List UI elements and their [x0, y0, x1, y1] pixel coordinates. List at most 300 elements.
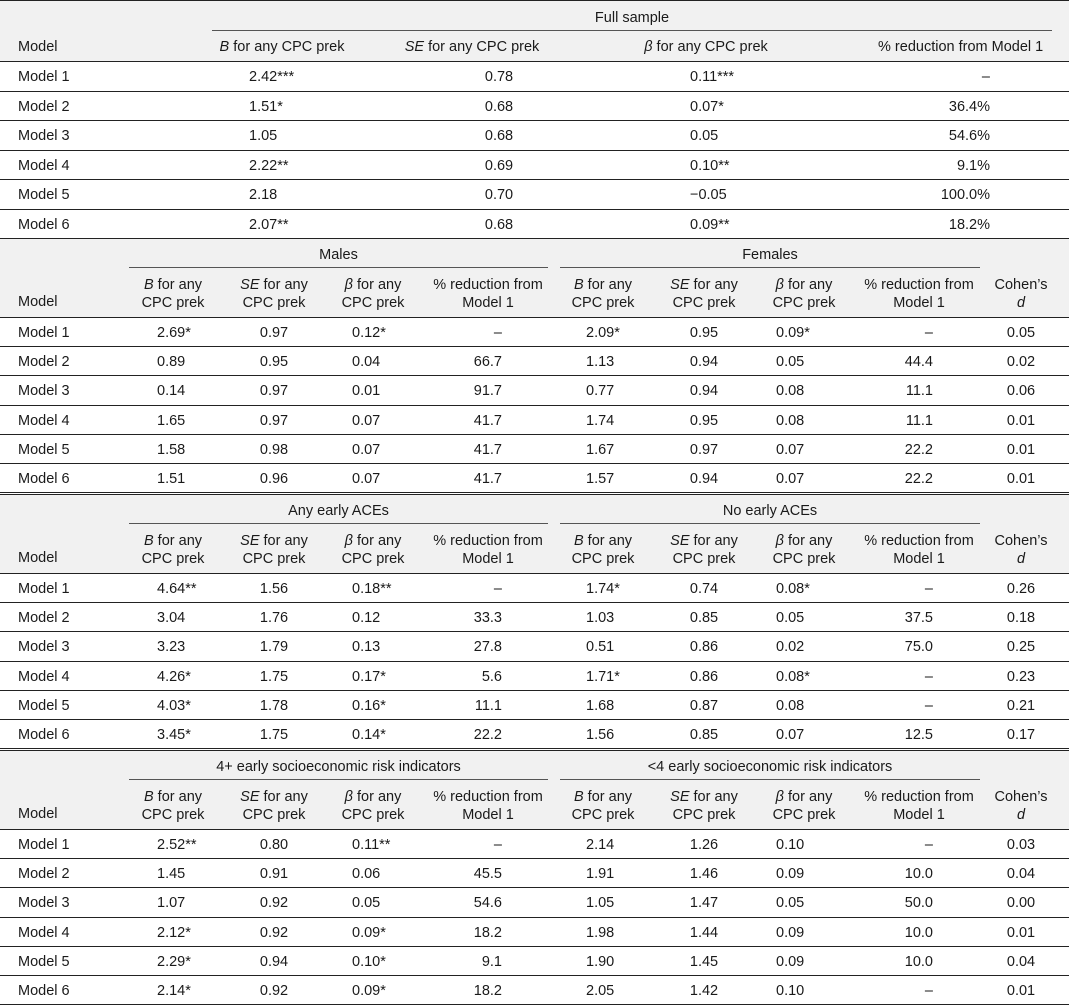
row-model-label: Model 5 [18, 441, 70, 458]
table-row [0, 859, 1069, 888]
table-row [0, 318, 1069, 347]
cell-beta: 0.09** [690, 216, 730, 233]
cell-b: 3.23 [157, 639, 186, 656]
cell-beta: 0.05 [776, 354, 805, 371]
cell-b: 1.68 [586, 697, 615, 714]
cell-beta: 0.09 [776, 924, 805, 941]
cell-b: 4.26* [157, 668, 191, 685]
cell-beta: 0.11*** [690, 69, 735, 85]
row-model-label: Model 5 [18, 187, 70, 203]
col-header-cohens-d-line1: Cohen’s [994, 277, 1048, 293]
cell-se: 0.78 [484, 69, 514, 85]
col-header-b-symbol: B [143, 533, 154, 549]
table-row [0, 347, 1069, 376]
col-header-b-symbol: B [573, 789, 584, 805]
row-model-label: Model 1 [18, 69, 70, 85]
cell-se: 0.95 [259, 354, 289, 371]
cell-pct: 36.4% [948, 98, 990, 115]
col-header-se-line1 [240, 788, 308, 806]
cell-se: 0.86 [689, 668, 719, 685]
col-header-se-symbol: SE [670, 277, 690, 293]
cell-beta: 0.08 [776, 697, 805, 714]
col-header-se-line1 [670, 788, 738, 806]
cell-se: 0.94 [259, 953, 289, 970]
row-model-label: Model 3 [18, 895, 70, 912]
cell-b: 3.45* [157, 726, 191, 743]
col-header-se-line1 [240, 276, 308, 294]
cell-pct: – [493, 581, 502, 597]
row-model-label: Model 2 [18, 354, 70, 371]
table-row [0, 662, 1069, 691]
col-header-pct-reduction-line1: % reduction from [433, 533, 543, 549]
cell-pct: 100.0% [940, 187, 990, 203]
cell-se: 1.78 [259, 697, 289, 714]
col-header-pct-reduction-line1: % reduction from [864, 277, 974, 293]
cell-se: 0.69 [484, 157, 514, 174]
group-underline [129, 779, 548, 780]
cell-beta: 0.08 [776, 383, 805, 400]
cell-beta: 0.09 [776, 953, 805, 970]
cell-pct: – [493, 837, 502, 853]
cell-beta: 0.08 [776, 412, 805, 429]
cell-b: 2.12* [157, 924, 191, 941]
col-header-beta-line2: CPC prek [341, 807, 405, 823]
col-header-beta-line1 [345, 532, 402, 550]
col-header-se-line2: CPC prek [242, 807, 306, 823]
col-header-b-line2: CPC prek [571, 295, 635, 311]
cell-beta: 0.10** [690, 157, 730, 174]
cell-se: 0.95 [689, 412, 719, 429]
cell-pct: 9.1% [956, 157, 990, 174]
col-header-b [220, 38, 345, 56]
table-row [0, 888, 1069, 917]
cell-se: 1.26 [689, 837, 719, 853]
col-header-model: Model [18, 39, 58, 55]
col-header-b-line2: CPC prek [571, 807, 635, 823]
col-header-beta-text: for any [783, 277, 833, 293]
col-header-b-symbol: B [219, 39, 230, 55]
cell-pct: 11.1 [905, 412, 933, 429]
cell-pct: 37.5 [904, 610, 933, 627]
col-header-b-line1 [144, 276, 202, 294]
cell-pct: 9.1 [481, 953, 502, 970]
col-header-se [405, 38, 540, 56]
col-header-b-text: for any [583, 533, 633, 549]
col-header-pct-reduction: % reduction from Model 1 [878, 39, 1044, 55]
cell-beta: 0.01 [352, 383, 381, 400]
row-model-label: Model 1 [18, 581, 70, 597]
col-header-se-line1 [670, 276, 738, 294]
cell-pct: 10.0 [904, 953, 933, 970]
row-model-label: Model 4 [18, 412, 70, 429]
col-header-b-text: for any [153, 789, 203, 805]
col-header-beta-line1 [345, 276, 402, 294]
cell-se: 0.86 [689, 639, 719, 656]
group-underline [129, 523, 548, 524]
cell-b: 4.64** [157, 581, 197, 597]
group-label-a: 4+ early socioeconomic risk indicators [216, 759, 461, 775]
cell-b: 2.22** [249, 157, 289, 174]
cell-cohens-d: 0.04 [1006, 953, 1036, 970]
cell-cohens-d: 0.06 [1006, 383, 1036, 400]
cell-pct: – [924, 325, 933, 341]
col-header-b-line1 [574, 532, 632, 550]
cell-cohens-d: 0.01 [1006, 982, 1036, 999]
col-header-pct-reduction-line1: % reduction from [433, 277, 543, 293]
col-header-cohens-d-line2 [1017, 806, 1025, 824]
cell-beta: 0.07 [776, 441, 805, 458]
cell-b: 1.91 [586, 866, 615, 883]
cell-cohens-d: 0.26 [1006, 581, 1036, 597]
cell-cohens-d: 0.05 [1006, 325, 1036, 341]
col-header-b-line1 [574, 788, 632, 806]
cell-pct: 18.2% [948, 216, 990, 233]
cell-beta: 0.11** [352, 837, 391, 853]
cell-se: 0.95 [689, 325, 719, 341]
col-header-beta-text: for any [783, 789, 833, 805]
table-row [0, 830, 1069, 859]
cell-b: 2.18 [249, 187, 278, 203]
cell-b: 2.05 [586, 982, 615, 999]
cell-se: 0.94 [689, 354, 719, 371]
col-header-pct-reduction-line2: Model 1 [462, 807, 514, 823]
cohens-d-symbol: d [1016, 295, 1026, 311]
cell-b: 1.74* [586, 581, 620, 597]
col-header-b-line2: CPC prek [141, 807, 205, 823]
col-header-beta-line1 [345, 788, 402, 806]
col-header-pct-reduction-line2: Model 1 [893, 295, 945, 311]
cell-se: 0.85 [689, 726, 719, 743]
col-header-beta-symbol: β [344, 277, 353, 293]
cell-se: 1.76 [259, 610, 289, 627]
col-header-b-text: for any CPC prek [229, 39, 345, 55]
cell-beta: 0.08* [776, 581, 810, 597]
col-header-se-line2: CPC prek [672, 551, 736, 567]
row-model-label: Model 2 [18, 98, 70, 115]
col-header-b-line2: CPC prek [141, 295, 205, 311]
col-header-b-line1 [144, 532, 202, 550]
cell-se: 0.92 [259, 924, 289, 941]
col-header-b-symbol: B [143, 277, 154, 293]
cell-pct: 54.6% [948, 128, 990, 144]
cell-beta: 0.02 [776, 639, 805, 656]
cell-b: 1.90 [586, 953, 615, 970]
col-header-b-text: for any [583, 789, 633, 805]
cell-pct: – [981, 69, 990, 85]
row-model-label: Model 6 [18, 470, 70, 487]
row-model-label: Model 3 [18, 128, 70, 144]
cell-b: 2.52** [157, 837, 197, 853]
cell-cohens-d: 0.01 [1006, 441, 1036, 458]
group-label-b: <4 early socioeconomic risk indicators [647, 759, 893, 775]
col-header-se-text: for any [689, 789, 738, 805]
col-header-beta-line1 [776, 276, 833, 294]
cell-beta: 0.07 [352, 412, 381, 429]
table-row [0, 603, 1069, 632]
cell-cohens-d: 0.18 [1006, 610, 1036, 627]
cohens-d-symbol: d [1016, 551, 1026, 567]
cell-cohens-d: 0.00 [1006, 895, 1036, 912]
col-header-beta-line2: CPC prek [341, 551, 405, 567]
cell-b: 1.03 [586, 610, 615, 627]
col-header-se-text: for any [689, 533, 738, 549]
cell-b: 0.89 [157, 354, 186, 371]
cell-beta: 0.08* [776, 668, 810, 685]
cell-beta: 0.09* [352, 924, 386, 941]
subgroup-section [0, 494, 1069, 749]
cell-pct: – [493, 325, 502, 341]
table-row [0, 92, 1069, 122]
col-header-pct-reduction-line1: % reduction from [864, 789, 974, 805]
table-row [0, 976, 1069, 1005]
col-header-beta-symbol: β [344, 789, 353, 805]
col-header-cohens-d-line2 [1017, 550, 1025, 568]
cell-se: 0.98 [259, 441, 289, 458]
cell-pct: 33.3 [473, 610, 502, 627]
cell-se: 1.46 [689, 866, 719, 883]
table-row [0, 406, 1069, 435]
cell-se: 0.94 [689, 383, 719, 400]
cell-beta: 0.09 [776, 866, 805, 883]
cell-pct: 50.0 [904, 895, 933, 912]
subgroup-section [0, 238, 1069, 493]
col-header-beta-line2: CPC prek [772, 807, 836, 823]
cell-pct: 22.2 [904, 441, 933, 458]
table-row [0, 632, 1069, 661]
col-header-pct-reduction-line2: Model 1 [462, 551, 514, 567]
row-model-label: Model 3 [18, 639, 70, 656]
cell-se: 1.56 [259, 581, 289, 597]
cell-se: 1.79 [259, 639, 289, 656]
cell-se: 0.80 [259, 837, 289, 853]
cell-beta: 0.10 [776, 982, 805, 999]
col-header-b-line2: CPC prek [141, 551, 205, 567]
table-row [0, 62, 1069, 92]
col-header-beta-symbol: β [344, 533, 353, 549]
cell-pct: 11.1 [905, 383, 933, 400]
col-header-beta-line2: CPC prek [341, 295, 405, 311]
cell-cohens-d: 0.03 [1006, 837, 1036, 853]
cell-se: 0.74 [689, 581, 719, 597]
table-row [0, 464, 1069, 493]
table-row [0, 121, 1069, 151]
cell-beta: 0.14* [352, 726, 386, 743]
col-header-se-text: for any CPC prek [424, 39, 540, 55]
table-row [0, 947, 1069, 976]
cell-b: 1.45 [157, 866, 186, 883]
col-header-beta-line1 [776, 532, 833, 550]
cell-pct: – [924, 982, 933, 999]
col-header-beta [644, 38, 768, 56]
cell-se: 0.97 [259, 412, 289, 429]
col-header-beta-symbol: β [775, 533, 784, 549]
col-header-b-symbol: B [143, 789, 154, 805]
cell-beta: 0.12* [352, 325, 386, 341]
row-model-label: Model 1 [18, 325, 70, 341]
subgroup-header [0, 238, 1069, 318]
cell-pct: 41.7 [473, 441, 502, 458]
cell-pct: 27.8 [473, 639, 502, 656]
row-model-label: Model 4 [18, 157, 70, 174]
col-header-beta-text: for any [783, 533, 833, 549]
cell-se: 0.96 [259, 470, 289, 487]
col-header-se-text: for any [689, 277, 738, 293]
cell-cohens-d: 0.17 [1006, 726, 1036, 743]
full-sample-section [0, 0, 1069, 239]
col-header-b-text: for any [153, 533, 203, 549]
col-header-beta-line2: CPC prek [772, 295, 836, 311]
cell-se: 0.87 [689, 697, 719, 714]
col-header-se-line1 [670, 532, 738, 550]
cell-pct: 12.5 [904, 726, 933, 743]
cell-b: 1.56 [586, 726, 615, 743]
group-label-b: No early ACEs [722, 503, 818, 519]
cell-beta: 0.06 [352, 866, 381, 883]
cell-pct: 11.1 [474, 697, 502, 714]
full-sample-header [0, 0, 1069, 62]
cell-se: 0.92 [259, 895, 289, 912]
subgroup-header [0, 494, 1069, 574]
cell-b: 0.77 [586, 383, 615, 400]
cell-beta: 0.12 [352, 610, 381, 627]
subgroup-header [0, 750, 1069, 830]
col-header-beta-text: for any [352, 789, 402, 805]
col-header-b-text: for any [153, 277, 203, 293]
cell-beta: −0.05 [690, 187, 727, 203]
col-header-pct-reduction-line2: Model 1 [893, 807, 945, 823]
subgroup-section [0, 750, 1069, 1005]
col-header-model: Model [18, 550, 58, 566]
cell-pct: 22.2 [904, 470, 933, 487]
cell-se: 0.92 [259, 982, 289, 999]
col-header-model: Model [18, 806, 58, 822]
cell-se: 0.68 [484, 216, 514, 233]
cell-beta: 0.09* [352, 982, 386, 999]
cell-se: 0.97 [259, 383, 289, 400]
col-header-se-line2: CPC prek [672, 807, 736, 823]
cell-pct: 45.5 [473, 866, 502, 883]
cell-pct: 91.7 [473, 383, 502, 400]
cell-se: 0.68 [484, 128, 514, 144]
row-model-label: Model 3 [18, 383, 70, 400]
cell-b: 1.65 [157, 412, 186, 429]
col-header-se-text: for any [259, 789, 308, 805]
col-header-se-symbol: SE [670, 789, 690, 805]
col-header-b-line2: CPC prek [571, 551, 635, 567]
cell-pct: – [924, 837, 933, 853]
col-header-b-symbol: B [573, 533, 584, 549]
cell-se: 1.42 [689, 982, 719, 999]
cell-se: 1.47 [689, 895, 719, 912]
cell-pct: 75.0 [904, 639, 933, 656]
col-header-b-line1 [574, 276, 632, 294]
col-header-se-line2: CPC prek [242, 551, 306, 567]
cell-beta: 0.07 [352, 470, 381, 487]
col-header-beta-text: for any CPC prek [652, 39, 768, 55]
cell-beta: 0.10 [776, 837, 805, 853]
cell-beta: 0.13 [352, 639, 381, 656]
col-header-pct-reduction-line2: Model 1 [462, 295, 514, 311]
cell-pct: 54.6 [473, 895, 502, 912]
table-row [0, 720, 1069, 749]
cell-cohens-d: 0.04 [1006, 866, 1036, 883]
cell-cohens-d: 0.01 [1006, 924, 1036, 941]
cell-beta: 0.05 [776, 895, 805, 912]
cell-b: 1.51* [249, 98, 283, 115]
cell-b: 4.03* [157, 697, 191, 714]
cell-beta: 0.04 [352, 354, 381, 371]
cell-pct: – [924, 581, 933, 597]
cell-b: 1.51 [157, 470, 186, 487]
row-model-label: Model 2 [18, 866, 70, 883]
cell-pct: 18.2 [473, 924, 502, 941]
cell-pct: 22.2 [473, 726, 502, 743]
cell-beta: 0.07 [776, 470, 805, 487]
cell-b: 0.51 [586, 639, 615, 656]
col-header-beta-line1 [776, 788, 833, 806]
cell-cohens-d: 0.02 [1006, 354, 1036, 371]
cell-cohens-d: 0.01 [1006, 470, 1036, 487]
col-header-b-symbol: B [573, 277, 584, 293]
cell-beta: 0.09* [776, 325, 810, 341]
cell-beta: 0.10* [352, 953, 386, 970]
row-model-label: Model 4 [18, 924, 70, 941]
row-model-label: Model 4 [18, 668, 70, 685]
col-header-se-text: for any [259, 533, 308, 549]
col-header-beta-symbol: β [775, 277, 784, 293]
col-header-pct-reduction-line2: Model 1 [893, 551, 945, 567]
row-model-label: Model 6 [18, 726, 70, 743]
col-header-b-line1 [144, 788, 202, 806]
cell-b: 1.58 [157, 441, 186, 458]
row-model-label: Model 5 [18, 953, 70, 970]
cell-beta: 0.05 [776, 610, 805, 627]
cell-beta: 0.16* [352, 697, 386, 714]
cell-b: 1.74 [586, 412, 615, 429]
col-header-beta-symbol: β [644, 39, 653, 55]
cell-cohens-d: 0.21 [1006, 697, 1036, 714]
col-header-beta-text: for any [352, 277, 402, 293]
cell-b: 1.98 [586, 924, 615, 941]
table-row [0, 435, 1069, 464]
cell-b: 2.69* [157, 325, 191, 341]
cell-b: 3.04 [157, 610, 186, 627]
cell-b: 2.42*** [249, 69, 295, 85]
table-row [0, 210, 1069, 240]
cell-se: 0.97 [689, 441, 719, 458]
row-model-label: Model 2 [18, 610, 70, 627]
table-row [0, 180, 1069, 210]
cell-b: 1.57 [586, 470, 615, 487]
group-underline [129, 267, 548, 268]
group-label-a: Any early ACEs [288, 503, 389, 519]
cell-se: 0.70 [484, 187, 514, 203]
row-model-label: Model 6 [18, 982, 70, 999]
table-row [0, 691, 1069, 720]
cell-b: 2.14* [157, 982, 191, 999]
col-header-pct-reduction-line1: % reduction from [433, 789, 543, 805]
group-label-a: Males [319, 247, 358, 263]
group-underline [212, 30, 1052, 31]
cell-b: 1.07 [157, 895, 186, 912]
table-row [0, 376, 1069, 405]
col-header-cohens-d-line1: Cohen’s [994, 789, 1048, 805]
cohens-d-symbol: d [1016, 807, 1026, 823]
col-header-pct-reduction-line1: % reduction from [864, 533, 974, 549]
cell-pct: 41.7 [473, 470, 502, 487]
group-underline [560, 779, 980, 780]
cell-se: 0.85 [689, 610, 719, 627]
